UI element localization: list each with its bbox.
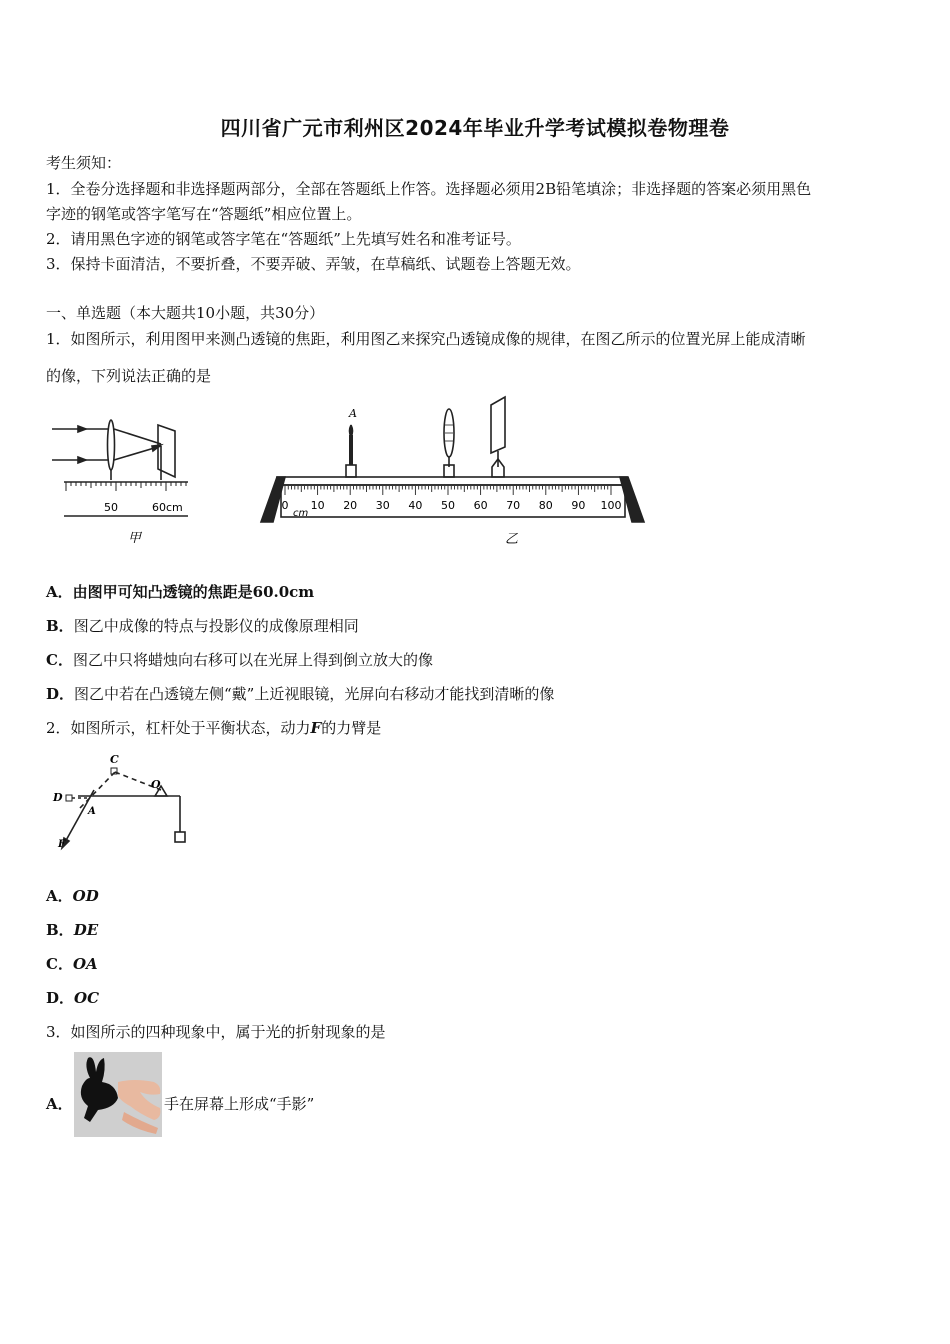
notice-item: 字迹的钢笔或答字笔写在“答题纸”相应位置上。 <box>46 205 362 223</box>
label-o: O <box>151 778 161 791</box>
optical-bench-rail <box>277 477 627 485</box>
question-1-option-a: A．由图甲可知凸透镜的焦距是60.0cm <box>46 583 315 601</box>
candle-flame <box>350 425 353 437</box>
figure-caption: 甲 <box>128 531 142 546</box>
question-3-stem: 3．如图所示的四种现象中，属于光的折射现象的是 <box>46 1023 386 1041</box>
tick-label: 50 <box>441 499 455 512</box>
question-1-option-c: C．图乙中只将蜡烛向右移可以在光屏上得到倒立放大的像 <box>46 651 433 669</box>
tick-label: 60 <box>473 499 488 512</box>
tick-label: 80 <box>538 499 553 512</box>
figure-yi <box>255 395 650 555</box>
question-2-option-a: A．OD <box>46 887 99 905</box>
candle-holder <box>346 465 356 477</box>
convex-lens <box>108 420 115 470</box>
dashed-line-ac <box>80 772 115 808</box>
tick-label: 20 <box>343 499 358 512</box>
hand-shadow-image <box>74 1052 162 1137</box>
figure-lever <box>50 750 195 855</box>
unit-label: cm <box>293 508 309 519</box>
question-2-option-b: B．DE <box>46 921 99 939</box>
tick-label: 50 <box>104 501 118 514</box>
question-1-option-d: D．图乙中若在凸透镜左侧“戴”上近视眼镜，光屏向右移动才能找到清晰的像 <box>46 685 555 703</box>
question-2-option-d: D．OC <box>46 989 100 1007</box>
page-title: 四川省广元市利州区2024年毕业升学考试模拟卷物理卷 <box>220 116 730 140</box>
tick-label: 90 <box>571 499 586 512</box>
tick-label: 0 <box>281 499 289 512</box>
arrow-icon <box>78 457 86 463</box>
light-screen <box>491 397 505 453</box>
section-heading: 一、单选题（本大题共10小题，共30分） <box>46 304 325 322</box>
label-c: C <box>110 753 119 766</box>
notice-heading: 考生须知： <box>46 154 122 172</box>
candle-label: A <box>349 407 357 420</box>
label-f: F <box>58 839 66 850</box>
question-2-option-c: C．OA <box>46 955 98 973</box>
bench-leg-right <box>620 477 644 522</box>
ruler-ticks <box>66 482 186 491</box>
tick-label: 30 <box>375 499 390 512</box>
arrow-icon <box>78 426 86 432</box>
tick-label: 40 <box>408 499 423 512</box>
question-3-option-a-text: 手在屏幕上形成“手影” <box>164 1095 315 1113</box>
refracted-ray <box>114 429 161 444</box>
ruler-ticks <box>285 486 611 495</box>
notice-item: 1．全卷分选择题和非选择题两部分，全部在答题纸上作答。选择题必须用2B铅笔填涂；非选择题的答案必须用黑色 <box>46 180 812 198</box>
tick-label: 100 <box>600 499 622 512</box>
question-1-stem-cont: 的像，下列说法正确的是 <box>46 367 212 385</box>
question-2-stem: 2．如图所示，杠杆处于平衡状态，动力F的力臂是 <box>46 719 382 737</box>
question-1-option-b: B．图乙中成像的特点与投影仪的成像原理相同 <box>46 617 359 635</box>
tick-label: 10 <box>310 499 325 512</box>
notice-item: 2．请用黑色字迹的钢笔或答字笔在“答题纸”上先填写姓名和准考证号。 <box>46 230 521 248</box>
figure-jia <box>48 400 198 550</box>
label-d: D <box>53 791 63 804</box>
notice-item: 3．保持卡面清洁，不要折叠，不要弄破、弄皱，在草稿纸、试题卷上答题无效。 <box>46 255 581 273</box>
hanging-weight <box>175 832 185 842</box>
figure-caption: 乙 <box>505 532 519 547</box>
question-3-option-a-letter: A． <box>46 1095 73 1113</box>
tick-label: 60cm <box>152 501 183 514</box>
question-1-stem: 1．如图所示，利用图甲来测凸透镜的焦距，利用图乙来探究凸透镜成像的规律，在图乙所示的位置光屏上能成清晰 <box>46 330 806 348</box>
label-a: A <box>88 806 96 817</box>
tick-label: 70 <box>506 499 521 512</box>
arrow-icon <box>152 445 161 451</box>
